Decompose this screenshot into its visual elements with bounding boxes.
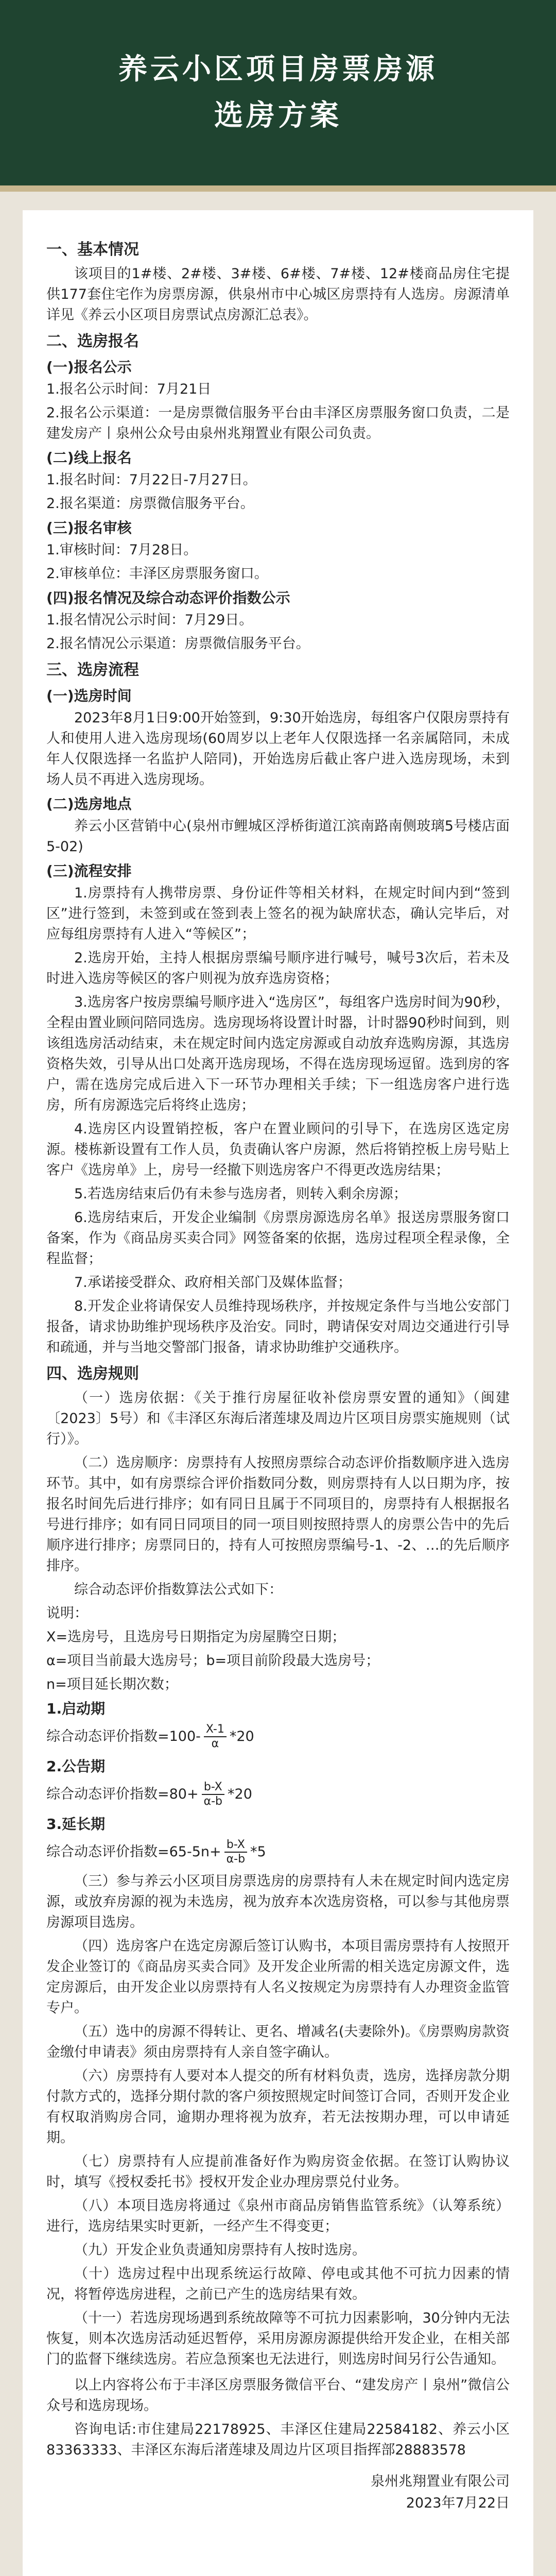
formula-announce-denominator: α-b [203, 1795, 223, 1808]
stage-launch-title: 1.启动期 [46, 1700, 106, 1717]
rule-2: （二）选房顺序：房票持有人按照房票综合动态评价指数顺序进入选房环节。其中，如有房票综合评价指数同分数，则房票持有人以日期为序，按报名时间先后进行排序；如有同日且属于不同项目的，房票持有人根据报名号进行排序；如有同日同项目的同一项目则按照持票人的房票公告中的先后顺序进行排序；房票同日的，持有人可按照房票编号-1、-2、…的先后顺序排序。 [46, 1455, 510, 1574]
formula-extension [46, 1838, 510, 1866]
process-step-6: 6.选房结束后，开发企业编制《房票房源选房名单》报送房票服务窗口备案，作为《商品房买卖合同》网签备案的依据，选房过程项全程录像，全程监督； [46, 1210, 510, 1267]
formula-extension-prefix: 综合动态评价指数=65-5n+ [46, 1844, 221, 1860]
note-3: n=项目延长期次数； [46, 1676, 178, 1692]
formula-launch [46, 1723, 510, 1751]
formula-launch-numerator: X-1 [204, 1723, 227, 1737]
process-step-1: 1.房票持有人携带房票、身份证件等相关材料，在规定时间内到“签到区”进行签到，未签到或在签到表上签名的视为缺席状态，确认完毕后，对应每组房票持有人进入“等候区”； [46, 885, 510, 942]
formula-extension-denominator: α-b [226, 1853, 246, 1866]
rule-9: （九）开发企业负责通知房票持有人按时选房。 [74, 2242, 366, 2258]
process-step-7: 7.承诺接受群众、政府相关部门及媒体监督； [74, 1275, 352, 1291]
formula-extension-fraction [224, 1838, 247, 1866]
rule-4: （四）选房客户在选定房源后签订认购书，本项目需房票持有人按照开发企业签订的《商品房买卖合同》及开发企业所需的相关选定房源文件，选定房源后，由开发企业以房票持有人名义按规定为房票持有人办理资金监管专户。 [46, 1938, 510, 2016]
formula-announce-suffix: *20 [228, 1786, 252, 1802]
rule-3: （三）参与养云小区项目房票选房的房票持有人未在规定时间内选定房源，或放弃房源的视为未选房，视为放弃本次选房资格，可以参与其他房票房源项目选房。 [46, 1873, 510, 1930]
rule-10: （十）选房过程中出现系统运行故障、停电或其他不可抗力因素的情况，将暂停选房进程，之前已产生的选房结果有效。 [46, 2266, 510, 2302]
process-step-5: 5.若选房结束后仍有未参与选房者，则转入剩余房源； [74, 1186, 407, 1202]
section-rules-title: 四、选房规则 [46, 1365, 139, 1383]
stage-extension-title: 3.延长期 [46, 1816, 106, 1833]
document-body [23, 210, 533, 2576]
formula-launch-denominator: α [211, 1737, 219, 1750]
publication-channels: 以上内容将公布于丰泽区房票服务微信平台、“建发房产丨泉州”微信公众号和选房现场。 [46, 2377, 510, 2414]
signature-block [46, 2471, 510, 2514]
formula-launch-fraction [204, 1723, 227, 1751]
formula-launch-prefix: 综合动态评价指数=100- [46, 1728, 201, 1744]
page-title-line2: 选房方案 [214, 99, 342, 132]
selection-time-text: 2023年8月1日9:00开始签到，9:30开始选房，每组客户仅限房票持有人和使用人进入选房现场(60周岁以上老年人仅限选择一名亲属陪同，未成年人仅限选择一名监护人陪同)，开始选房后截止客户进入选房现场，未到场人员不再进入选房现场。 [46, 710, 510, 788]
rule-2-formula-intro: 综合动态评价指数算法公式如下： [74, 1582, 283, 1598]
registration-review-title: (三)报名审核 [46, 519, 132, 536]
signature-org: 泉州兆翔置业有限公司 [371, 2473, 510, 2489]
registration-notice-time: 1.报名公示时间：7月21日 [46, 381, 212, 397]
rule-6: （六）房票持有人要对本人提交的所有材料负责，选房，选择房款分期付款方式的，选择分期付款的客户须按照规定时间签订合同，否则开发企业有权取消购房合同，逾期办理将视为放弃，若无法按期办理，可以申请延期。 [46, 2068, 510, 2146]
process-step-2: 2.选房开始，主持人根据房票编号顺序进行喊号，喊号3次后，若未及时进入选房等候区的客户则视为放弃选房资格； [46, 950, 510, 987]
basic-info-text: 该项目的1#楼、2#楼、3#楼、6#楼、7#楼、12#楼商品房住宅提供177套住宅作为房票房源，供泉州市中心城区房票持有人选房。房源清单详见《养云小区项目房票试点房源汇总表》。 [46, 266, 510, 323]
contact-phones: 咨询电话:市住建局22178925、丰泽区住建局22584182、养云小区83363333、丰泽区东海后渚莲埭及周边片区项目指挥部28883578 [46, 2421, 510, 2458]
signature-date: 2023年7月22日 [406, 2495, 510, 2511]
selection-time-title: (一)选房时间 [46, 687, 132, 704]
online-registration-title: (二)线上报名 [46, 449, 132, 466]
section-process-title: 三、选房流程 [46, 661, 139, 679]
process-step-3: 3.选房客户按房票编号顺序进入“选房区”，每组客户选房时间为90秒，全程由置业顾问陪同选房。选房现场将设置计时器，计时器90秒时间到，则该组选房活动结束，未在规定时间内选定房源或自动放弃选购房源，其选房资格失效，引导从出口处离开选房现场，不得在选房现场逗留。选到房的客户，需在选房完成后进入下一环节办理相关手续；下一组选房客户进行选房，所有房源选完后将终止选房； [46, 994, 510, 1113]
formula-announce-fraction [202, 1781, 224, 1808]
formula-extension-suffix: *5 [250, 1844, 266, 1860]
selection-location-title: (二)选房地点 [46, 795, 132, 812]
stage-announce-title: 2.公告期 [46, 1758, 106, 1775]
online-registration-channel: 2.报名渠道：房票微信服务平台。 [46, 496, 254, 512]
formula-launch-suffix: *20 [229, 1728, 254, 1744]
online-registration-time: 1.报名时间：7月22日-7月27日。 [46, 472, 257, 488]
registration-notice-title: (一)报名公示 [46, 359, 132, 376]
formula-announce-prefix: 综合动态评价指数=80+ [46, 1786, 199, 1802]
registration-review-time: 1.审核时间：7月28日。 [46, 542, 198, 558]
page-title-line1: 养云小区项目房票房源 [118, 53, 438, 86]
registration-notice-channel: 2.报名公示渠道：一是房票微信服务平台由丰泽区房票服务窗口负责，二是建发房产丨泉州公众号由泉州兆翔置业有限公司负责。 [46, 405, 510, 442]
process-arrangement-title: (三)流程安排 [46, 862, 132, 879]
rule-7: （七）房票持有人应提前准备好作为购房资金依据。在签订认购协议时，填写《授权委托书》授权开发企业办理房票兑付业务。 [46, 2154, 510, 2190]
rule-5: （五）选中的房源不得转让、更名、增减名(夫妻除外)。《房票购房款资金缴付申请表》须由房票持有人亲自签字确认。 [46, 2024, 510, 2060]
formula-announce [46, 1781, 510, 1808]
process-step-4: 4.选房区内设置销控板，客户在置业顾问的引导下，在选房区选定房源。楼栋新设置有工作人员，负责确认客户房源，然后将销控板上房号贴上客户《选房单》上，房号一经撤下则选房客户不得更改选房结果； [46, 1121, 510, 1178]
page-header [0, 0, 556, 192]
registration-result-title: (四)报名情况及综合动态评价指数公示 [46, 589, 290, 606]
note-1: X=选房号，且选房号日期指定为房屋腾空日期； [46, 1629, 346, 1645]
formula-extension-numerator: b-X [224, 1838, 247, 1853]
rule-11: （十一）若选房现场遇到系统故障等不可抗力因素影响，30分钟内无法恢复，则本次选房活动延迟暂停，采用房源房源提供给开发企业，在相关部门的监督下继续选房。若应急预案也无法进行，则选房时间另行公告通知。 [46, 2310, 510, 2367]
rule-1: （一）选房依据：《关于推行房屋征收补偿房票安置的通知》（闽建〔2023〕5号）和《丰泽区东海后渚莲埭及周边片区项目房票实施规则（试行）》。 [46, 1390, 510, 1447]
formula-announce-numerator: b-X [202, 1781, 224, 1795]
registration-result-channel: 2.报名情况公示渠道：房票微信服务平台。 [46, 636, 310, 652]
note-2: α=项目当前最大选房号；b=项目前阶段最大选房号； [46, 1653, 380, 1669]
process-step-8: 8.开发企业将请保安人员维持现场秩序，并按规定条件与当地公安部门报备，请求协助维护现场秩序及治安。同时，聘请保安对周边交通进行引导和疏通，并与当地交警部门报备，请求协助维护交通秩序。 [46, 1298, 510, 1355]
section-basic-info-title: 一、基本情况 [46, 241, 139, 259]
rule-8: （八）本项目选房将通过《泉州市商品房销售监管系统》（认筹系统）进行，选房结果实时更新，一经产生不得变更； [46, 2198, 510, 2234]
selection-location-text: 养云小区营销中心(泉州市鲤城区浮桥街道江滨南路南侧玻璃5号楼店面5-02) [46, 818, 510, 855]
section-registration-title: 二、选房报名 [46, 332, 139, 350]
registration-result-time: 1.报名情况公示时间：7月29日。 [46, 612, 253, 628]
notes-title: 说明： [46, 1605, 88, 1621]
registration-review-unit: 2.审核单位：丰泽区房票服务窗口。 [46, 566, 268, 582]
